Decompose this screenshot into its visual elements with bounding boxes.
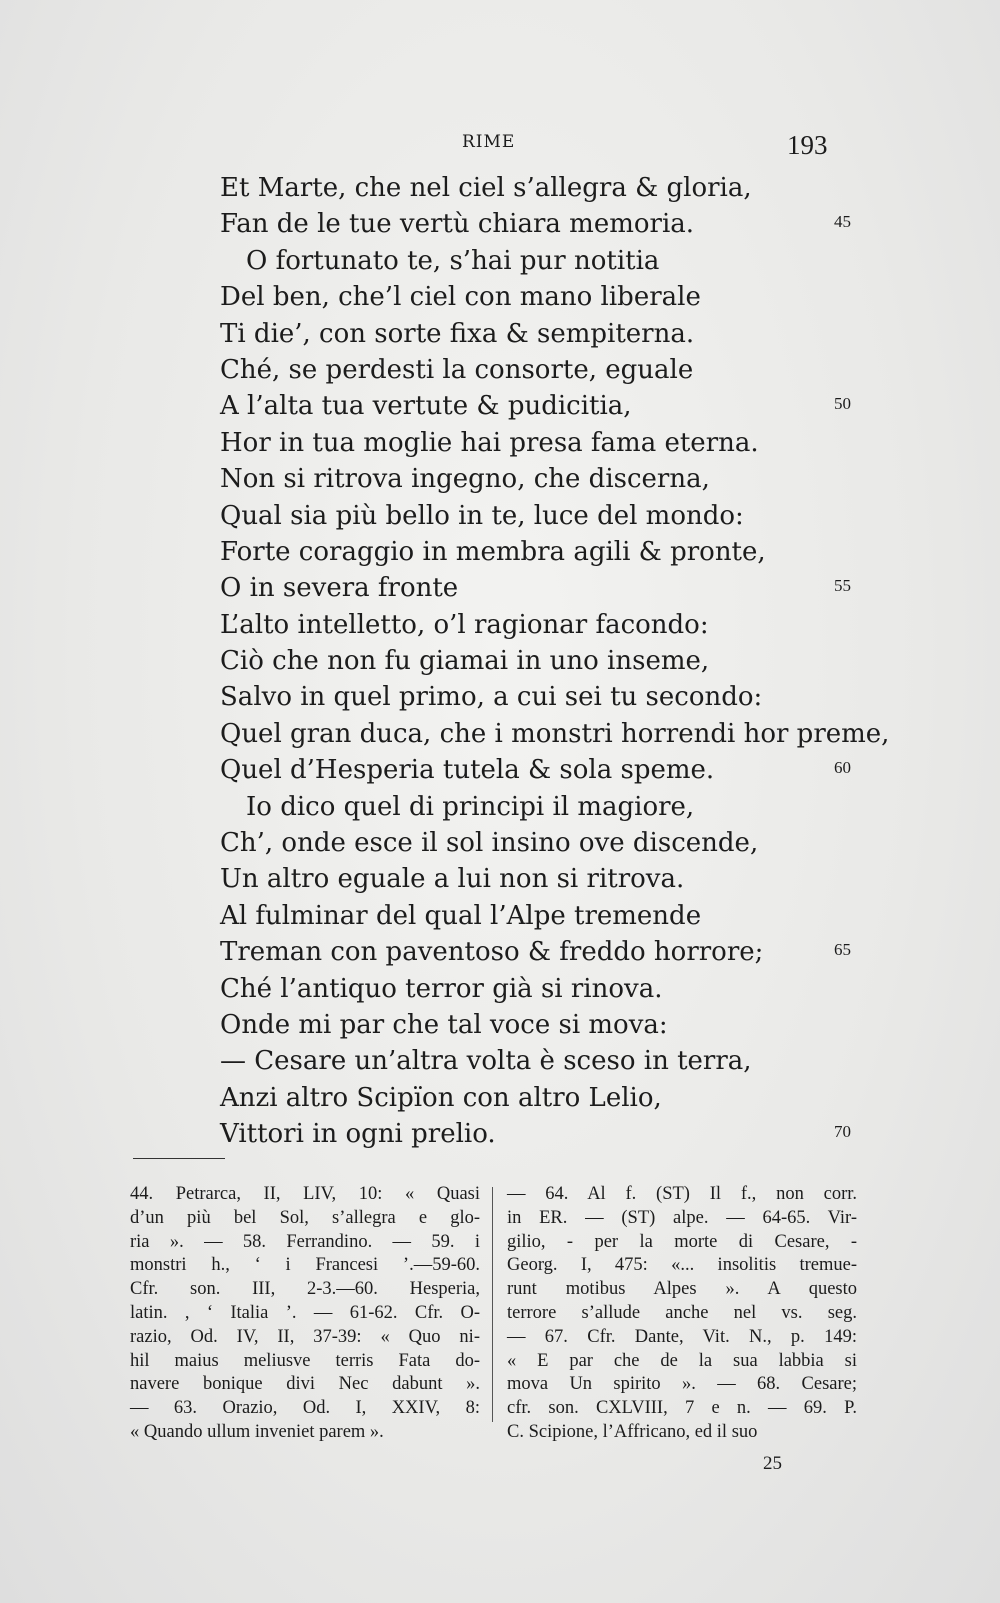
- footnote-line: — 64. Al f. (ST) Il f., non corr.: [507, 1184, 857, 1204]
- line-number: 65: [834, 940, 851, 960]
- footnote-line: runt motibus Alpes ». A questo: [507, 1279, 857, 1300]
- verse-text: Treman con paventoso & freddo horrore;: [220, 937, 764, 968]
- footnote-line: Georg. I, 475: «... insolitis tremue-: [507, 1255, 857, 1276]
- verse-line: [220, 425, 880, 461]
- verse-line: [220, 971, 880, 1007]
- footnote-line: — 63. Orazio, Od. I, XXIV, 8:: [130, 1398, 480, 1419]
- verse-line: [220, 498, 880, 534]
- verse-line: [220, 243, 880, 279]
- footnote-line: monstri h., ‘ i Francesi ’.—59-60.: [130, 1255, 480, 1276]
- verse-text: Del ben, che’l ciel con mano liberale: [220, 282, 701, 313]
- verse-text: A l’alta tua vertute & pudicitia,: [220, 391, 632, 422]
- verse-line: [220, 1116, 880, 1152]
- verse-text: Hor in tua moglie hai presa fama eterna.: [220, 427, 759, 458]
- line-number: 45: [834, 212, 851, 232]
- footnote-line: C. Scipione, l’Affricano, ed il suo: [507, 1421, 758, 1442]
- footnote-line: 44. Petrarca, II, LIV, 10: « Quasi: [130, 1184, 480, 1204]
- verse-line: [220, 1080, 880, 1116]
- verse-text: Io dico quel di principi il magiore,: [246, 791, 695, 822]
- footnote-line: in ER. — (ST) alpe. — 64-65. Vir-: [507, 1207, 857, 1228]
- footnote-line: razio, Od. IV, II, 37-39: « Quo ni-: [130, 1326, 480, 1347]
- footnotes-right-column: [507, 1183, 857, 1445]
- page-number: 193: [787, 130, 828, 160]
- verse-line: [220, 206, 880, 242]
- verse-line: [220, 861, 880, 897]
- verse-text: — Cesare un’altra volta è sceso in terra,: [220, 1046, 752, 1077]
- line-number: 70: [834, 1122, 851, 1142]
- footnote-line: gilio, - per la morte di Cesare, -: [507, 1231, 857, 1252]
- verse-line: [220, 1043, 880, 1079]
- verse-line: [220, 934, 880, 970]
- verse-text: Ché l’antiquo terror già si rinova.: [220, 973, 663, 1004]
- column-divider: [492, 1187, 493, 1422]
- poem-text: [220, 170, 890, 1153]
- verse-text: O fortunato te, s’hai pur notitia: [246, 245, 660, 276]
- verse-text: Salvo in quel primo, a cui sei tu secondo:: [220, 682, 763, 713]
- running-title: RIME: [462, 132, 516, 152]
- verse-text: Ch’, onde esce il sol insino ove discende,: [220, 828, 759, 859]
- line-number: 55: [834, 576, 851, 596]
- verse-line: [220, 716, 890, 752]
- line-number: 60: [834, 758, 851, 778]
- verse-line: [220, 388, 880, 424]
- verse-text: Non si ritrova ingegno, che discerna,: [220, 464, 710, 495]
- footnote-line: navere bonique divi Nec dabunt ».: [130, 1374, 480, 1395]
- verse-line: [220, 279, 880, 315]
- verse-text: Et Marte, che nel ciel s’allegra & gloria,: [220, 173, 752, 203]
- verse-text: Fan de le tue vertù chiara memoria.: [220, 209, 695, 240]
- verse-text: Ché, se perdesti la consorte, eguale: [220, 354, 694, 385]
- verse-line: [220, 898, 880, 934]
- footnote-rule: [133, 1158, 225, 1159]
- verse-line: [220, 534, 880, 570]
- verse-line: [220, 170, 880, 206]
- verse-text: O in severa fronte: [220, 573, 459, 604]
- footnote-line: latin. , ‘ Italia ’. — 61-62. Cfr. O-: [130, 1302, 480, 1323]
- verse-line: [220, 1007, 880, 1043]
- footnotes-left-column: [130, 1183, 480, 1445]
- verse-text: Qual sia più bello in te, luce del mondo:: [220, 500, 744, 531]
- line-number: 50: [834, 394, 851, 414]
- verse-text: Un altro eguale a lui non si ritrova.: [220, 864, 685, 895]
- footnote-line: ria ». — 58. Ferrandino. — 59. i: [130, 1231, 480, 1252]
- verse-line: [220, 679, 880, 715]
- footnote-line: Cfr. son. III, 2-3.—60. Hesperia,: [130, 1279, 480, 1300]
- footnote-line: « E par che de la sua labbia si: [507, 1350, 857, 1371]
- verse-line: [220, 570, 880, 606]
- verse-line: [220, 825, 880, 861]
- running-head: [0, 130, 1000, 160]
- verse-text: Anzi altro Scipïon con altro Lelio,: [220, 1082, 662, 1113]
- verse-text: Onde mi par che tal voce si mova:: [220, 1009, 668, 1040]
- footnote-line: hil maius meliusve terris Fata do-: [130, 1350, 480, 1371]
- verse-line: [220, 461, 880, 497]
- verse-line: [220, 643, 880, 679]
- signature-mark: 25: [763, 1453, 782, 1474]
- verse-text: Forte coraggio in membra agili & pronte,: [220, 536, 766, 567]
- verse-line: [220, 752, 880, 788]
- footnote-line: mova Un spirito ». — 68. Cesare;: [507, 1374, 857, 1395]
- verse-line: [220, 607, 880, 643]
- verse-text: Ciò che non fu giamai in uno inseme,: [220, 646, 710, 677]
- verse-text: Al fulminar del qual l’Alpe tremende: [220, 900, 702, 931]
- verse-line: [220, 789, 880, 825]
- footnotes: [0, 1183, 1000, 1442]
- verse-line: [220, 352, 880, 388]
- verse-text: Quel d’Hesperia tutela & sola speme.: [220, 755, 715, 786]
- verse-line: [220, 316, 880, 352]
- verse-text: L’alto intelletto, o’l ragionar facondo:: [220, 609, 709, 640]
- footnote-line: cfr. son. CXLVIII, 7 e n. — 69. P.: [507, 1398, 857, 1419]
- verse-text: Quel gran duca, che i monstri horrendi hor preme,: [220, 718, 890, 749]
- verse-text: Vittori in ogni prelio.: [220, 1119, 496, 1150]
- footnote-line: « Quando ullum inveniet parem ».: [130, 1421, 384, 1442]
- footnote-line: terrore s’allude anche nel vs. seg.: [507, 1302, 857, 1323]
- footnote-line: d’un più bel Sol, s’allegra e glo-: [130, 1207, 480, 1228]
- verse-text: Ti die’, con sorte fixa & sempiterna.: [220, 318, 695, 349]
- footnote-line: — 67. Cfr. Dante, Vit. N., p. 149:: [507, 1326, 857, 1347]
